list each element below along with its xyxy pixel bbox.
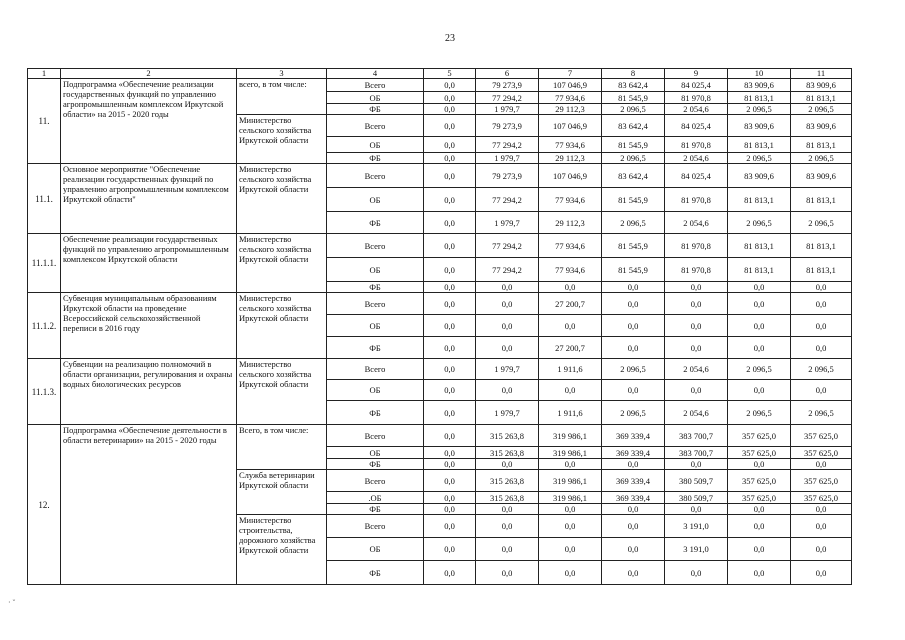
value-cell: 315 263,8 <box>476 447 539 459</box>
funding-source: ФБ <box>327 561 424 585</box>
value-cell: 0,0 <box>728 315 791 337</box>
value-cell: 0,0 <box>424 164 476 188</box>
value-cell: 0,0 <box>424 234 476 258</box>
column-header: 8 <box>602 69 665 79</box>
responsible-executor: Министерство сельского хозяйства Иркутской области <box>237 234 327 293</box>
funding-source: Всего <box>327 470 424 492</box>
value-cell: 0,0 <box>602 515 665 538</box>
value-cell: 0,0 <box>424 212 476 234</box>
value-cell: 369 339,4 <box>602 425 665 447</box>
funding-source: ОБ <box>327 447 424 459</box>
value-cell: 3 191,0 <box>665 538 728 561</box>
value-cell: 0,0 <box>791 293 852 315</box>
value-cell: 27 200,7 <box>539 337 602 359</box>
value-cell: 2 096,5 <box>791 104 852 115</box>
value-cell: 2 096,5 <box>791 153 852 164</box>
row-number: 11.1.2. <box>28 293 61 359</box>
value-cell: 77 294,2 <box>476 137 539 153</box>
funding-source: ОБ <box>327 380 424 401</box>
responsible-executor: Министерство сельского хозяйства Иркутской области <box>237 115 327 164</box>
value-cell: 357 625,0 <box>791 425 852 447</box>
value-cell: 77 934,6 <box>539 92 602 104</box>
value-cell: 0,0 <box>602 337 665 359</box>
value-cell: 83 642,4 <box>602 79 665 92</box>
value-cell: 2 054,6 <box>665 153 728 164</box>
value-cell: 107 046,9 <box>539 79 602 92</box>
value-cell: 77 934,6 <box>539 258 602 282</box>
value-cell: 357 625,0 <box>791 492 852 504</box>
column-header: 10 <box>728 69 791 79</box>
value-cell: 83 909,6 <box>791 115 852 137</box>
value-cell: 0,0 <box>476 380 539 401</box>
activity-name: Основное мероприятие "Обеспечение реализации государственных функций по управлению агропромышленным комплексом Иркутской области" <box>61 164 237 234</box>
value-cell: 0,0 <box>424 115 476 137</box>
value-cell: 0,0 <box>539 538 602 561</box>
value-cell: 81 813,1 <box>728 92 791 104</box>
column-header: 2 <box>61 69 237 79</box>
activity-name: Субвенции на реализацию полномочий в области организации, регулирования и охраны водных биологических ресурсов <box>61 359 237 425</box>
value-cell: 81 813,1 <box>791 137 852 153</box>
value-cell: 315 263,8 <box>476 425 539 447</box>
value-cell: 0,0 <box>728 293 791 315</box>
value-cell: 81 970,8 <box>665 92 728 104</box>
value-cell: 0,0 <box>539 282 602 293</box>
value-cell: 81 970,8 <box>665 258 728 282</box>
value-cell: 357 625,0 <box>728 492 791 504</box>
value-cell: 81 545,9 <box>602 92 665 104</box>
value-cell: 2 096,5 <box>602 153 665 164</box>
value-cell: 81 970,8 <box>665 234 728 258</box>
funding-source: ФБ <box>327 212 424 234</box>
activity-name: Подпрограмма «Обеспечение деятельности в области ветеринарии» на 2015 - 2020 годы <box>61 425 237 585</box>
value-cell: 383 700,7 <box>665 425 728 447</box>
table-row <box>28 359 852 380</box>
value-cell: 0,0 <box>791 337 852 359</box>
value-cell: 0,0 <box>424 137 476 153</box>
value-cell: 369 339,4 <box>602 470 665 492</box>
value-cell: 380 509,7 <box>665 492 728 504</box>
value-cell: 0,0 <box>424 258 476 282</box>
value-cell: 83 642,4 <box>602 164 665 188</box>
funding-source: ФБ <box>327 401 424 425</box>
value-cell: 0,0 <box>424 425 476 447</box>
value-cell: 0,0 <box>728 459 791 470</box>
value-cell: 0,0 <box>539 561 602 585</box>
funding-source: ФБ <box>327 337 424 359</box>
value-cell: 0,0 <box>791 504 852 515</box>
value-cell: 77 294,2 <box>476 234 539 258</box>
funding-source: Всего <box>327 164 424 188</box>
value-cell: 77 934,6 <box>539 137 602 153</box>
value-cell: 81 813,1 <box>728 137 791 153</box>
value-cell: 315 263,8 <box>476 492 539 504</box>
value-cell: 1 911,6 <box>539 401 602 425</box>
table-row <box>28 79 852 92</box>
value-cell: 357 625,0 <box>728 425 791 447</box>
responsible-executor: Министерство сельского хозяйства Иркутской области <box>237 164 327 234</box>
value-cell: 27 200,7 <box>539 293 602 315</box>
value-cell: 0,0 <box>476 561 539 585</box>
value-cell: 0,0 <box>424 492 476 504</box>
column-header: 11 <box>791 69 852 79</box>
value-cell: 2 054,6 <box>665 401 728 425</box>
value-cell: 319 986,1 <box>539 470 602 492</box>
value-cell: 369 339,4 <box>602 447 665 459</box>
value-cell: 357 625,0 <box>791 470 852 492</box>
value-cell: 0,0 <box>424 315 476 337</box>
row-number: 12. <box>28 425 61 585</box>
value-cell: 1 979,7 <box>476 104 539 115</box>
value-cell: 2 096,5 <box>728 212 791 234</box>
value-cell: 1 979,7 <box>476 153 539 164</box>
value-cell: 2 096,5 <box>602 359 665 380</box>
table-row <box>28 234 852 258</box>
value-cell: 0,0 <box>424 538 476 561</box>
value-cell: 0,0 <box>424 561 476 585</box>
responsible-executor: Министерство строительства, дорожного хозяйства Иркутской области <box>237 515 327 585</box>
value-cell: 83 642,4 <box>602 115 665 137</box>
row-number: 11.1.3. <box>28 359 61 425</box>
value-cell: 81 813,1 <box>728 258 791 282</box>
value-cell: 0,0 <box>424 293 476 315</box>
value-cell: 81 545,9 <box>602 258 665 282</box>
value-cell: 0,0 <box>602 282 665 293</box>
value-cell: 0,0 <box>539 380 602 401</box>
value-cell: 107 046,9 <box>539 115 602 137</box>
value-cell: 81 545,9 <box>602 188 665 212</box>
value-cell: 0,0 <box>728 337 791 359</box>
column-header: 7 <box>539 69 602 79</box>
table-row <box>28 425 852 447</box>
funding-source: .ОБ <box>327 492 424 504</box>
value-cell: 77 294,2 <box>476 188 539 212</box>
value-cell: 0,0 <box>424 282 476 293</box>
budget-table <box>27 68 852 585</box>
value-cell: 0,0 <box>424 153 476 164</box>
value-cell: 0,0 <box>602 459 665 470</box>
value-cell: 29 112,3 <box>539 104 602 115</box>
value-cell: 0,0 <box>665 380 728 401</box>
value-cell: 1 979,7 <box>476 212 539 234</box>
value-cell: 0,0 <box>424 401 476 425</box>
value-cell: 383 700,7 <box>665 447 728 459</box>
value-cell: 0,0 <box>476 459 539 470</box>
value-cell: 369 339,4 <box>602 492 665 504</box>
value-cell: 83 909,6 <box>791 164 852 188</box>
margin-mark: · ˘ <box>8 598 16 607</box>
value-cell: 0,0 <box>728 380 791 401</box>
table-row <box>28 293 852 315</box>
funding-source: ФБ <box>327 282 424 293</box>
value-cell: 79 273,9 <box>476 164 539 188</box>
value-cell: 0,0 <box>424 380 476 401</box>
value-cell: 2 096,5 <box>728 359 791 380</box>
funding-source: ФБ <box>327 104 424 115</box>
value-cell: 29 112,3 <box>539 212 602 234</box>
value-cell: 0,0 <box>665 293 728 315</box>
value-cell: 77 294,2 <box>476 92 539 104</box>
funding-source: ФБ <box>327 153 424 164</box>
value-cell: 83 909,6 <box>728 79 791 92</box>
row-number: 11.1.1. <box>28 234 61 293</box>
funding-source: Всего <box>327 359 424 380</box>
value-cell: 0,0 <box>476 538 539 561</box>
value-cell: 77 294,2 <box>476 258 539 282</box>
value-cell: 0,0 <box>424 504 476 515</box>
value-cell: 0,0 <box>791 315 852 337</box>
value-cell: 0,0 <box>476 515 539 538</box>
column-header: 3 <box>237 69 327 79</box>
value-cell: 2 096,5 <box>602 212 665 234</box>
value-cell: 357 625,0 <box>791 447 852 459</box>
value-cell: 319 986,1 <box>539 425 602 447</box>
responsible-executor: Всего, в том числе: <box>237 425 327 470</box>
value-cell: 0,0 <box>602 380 665 401</box>
value-cell: 0,0 <box>424 104 476 115</box>
value-cell: 0,0 <box>424 459 476 470</box>
value-cell: 2 096,5 <box>602 104 665 115</box>
value-cell: 2 096,5 <box>728 104 791 115</box>
activity-name: Субвенция муниципальным образованиям Иркутской области на проведение Всероссийской сельскохозяйственной переписи в 2016 году <box>61 293 237 359</box>
column-header: 4 <box>327 69 424 79</box>
column-header: 1 <box>28 69 61 79</box>
value-cell: 81 970,8 <box>665 188 728 212</box>
value-cell: 81 545,9 <box>602 234 665 258</box>
value-cell: 0,0 <box>791 515 852 538</box>
header-row <box>28 69 852 79</box>
row-number: 11. <box>28 79 61 164</box>
value-cell: 357 625,0 <box>728 470 791 492</box>
funding-source: ФБ <box>327 459 424 470</box>
value-cell: 0,0 <box>728 504 791 515</box>
value-cell: 319 986,1 <box>539 447 602 459</box>
column-header: 9 <box>665 69 728 79</box>
value-cell: 0,0 <box>602 504 665 515</box>
value-cell: 84 025,4 <box>665 79 728 92</box>
value-cell: 0,0 <box>539 504 602 515</box>
funding-source: ФБ <box>327 504 424 515</box>
value-cell: 0,0 <box>424 515 476 538</box>
table-row <box>28 164 852 188</box>
value-cell: 0,0 <box>424 92 476 104</box>
value-cell: 357 625,0 <box>728 447 791 459</box>
value-cell: 83 909,6 <box>728 164 791 188</box>
value-cell: 0,0 <box>728 538 791 561</box>
value-cell: 81 970,8 <box>665 137 728 153</box>
value-cell: 0,0 <box>665 504 728 515</box>
value-cell: 0,0 <box>665 282 728 293</box>
value-cell: 0,0 <box>539 459 602 470</box>
responsible-executor: всего, в том числе: <box>237 79 327 115</box>
value-cell: 81 813,1 <box>728 188 791 212</box>
value-cell: 0,0 <box>602 293 665 315</box>
value-cell: 0,0 <box>728 515 791 538</box>
value-cell: 81 545,9 <box>602 137 665 153</box>
value-cell: 29 112,3 <box>539 153 602 164</box>
value-cell: 0,0 <box>424 447 476 459</box>
value-cell: 3 191,0 <box>665 515 728 538</box>
value-cell: 0,0 <box>665 459 728 470</box>
value-cell: 315 263,8 <box>476 470 539 492</box>
value-cell: 77 934,6 <box>539 234 602 258</box>
funding-source: ОБ <box>327 188 424 212</box>
page-number: 23 <box>445 33 455 44</box>
value-cell: 0,0 <box>424 470 476 492</box>
activity-name: Обеспечение реализации государственных функций по управлению агропромышленным комплексом Иркутской области <box>61 234 237 293</box>
value-cell: 2 054,6 <box>665 359 728 380</box>
value-cell: 81 813,1 <box>791 188 852 212</box>
value-cell: 0,0 <box>424 188 476 212</box>
value-cell: 0,0 <box>539 515 602 538</box>
value-cell: 0,0 <box>665 561 728 585</box>
value-cell: 0,0 <box>476 504 539 515</box>
value-cell: 0,0 <box>424 337 476 359</box>
value-cell: 0,0 <box>424 359 476 380</box>
value-cell: 0,0 <box>476 282 539 293</box>
funding-source: Всего <box>327 515 424 538</box>
value-cell: 79 273,9 <box>476 115 539 137</box>
value-cell: 0,0 <box>665 337 728 359</box>
funding-source: Всего <box>327 293 424 315</box>
value-cell: 0,0 <box>602 538 665 561</box>
value-cell: 0,0 <box>728 282 791 293</box>
funding-source: Всего <box>327 79 424 92</box>
column-header: 5 <box>424 69 476 79</box>
value-cell: 81 813,1 <box>791 258 852 282</box>
value-cell: 84 025,4 <box>665 115 728 137</box>
value-cell: 0,0 <box>791 538 852 561</box>
value-cell: 0,0 <box>791 380 852 401</box>
responsible-executor: Министерство сельского хозяйства Иркутской области <box>237 293 327 359</box>
value-cell: 0,0 <box>476 337 539 359</box>
responsible-executor: Министерство сельского хозяйства Иркутской области <box>237 359 327 425</box>
funding-source: Всего <box>327 115 424 137</box>
value-cell: 0,0 <box>791 282 852 293</box>
value-cell: 1 979,7 <box>476 359 539 380</box>
value-cell: 79 273,9 <box>476 79 539 92</box>
value-cell: 2 096,5 <box>791 401 852 425</box>
value-cell: 81 813,1 <box>791 234 852 258</box>
value-cell: 84 025,4 <box>665 164 728 188</box>
value-cell: 2 096,5 <box>728 401 791 425</box>
value-cell: 1 911,6 <box>539 359 602 380</box>
value-cell: 1 979,7 <box>476 401 539 425</box>
value-cell: 2 096,5 <box>602 401 665 425</box>
value-cell: 2 054,6 <box>665 212 728 234</box>
responsible-executor: Служба ветеринарии Иркутской области <box>237 470 327 515</box>
value-cell: 0,0 <box>476 315 539 337</box>
funding-source: Всего <box>327 234 424 258</box>
value-cell: 0,0 <box>665 315 728 337</box>
value-cell: 2 096,5 <box>791 212 852 234</box>
value-cell: 0,0 <box>602 561 665 585</box>
value-cell: 0,0 <box>791 459 852 470</box>
value-cell: 0,0 <box>539 315 602 337</box>
value-cell: 2 096,5 <box>728 153 791 164</box>
funding-source: Всего <box>327 425 424 447</box>
value-cell: 2 054,6 <box>665 104 728 115</box>
funding-source: ОБ <box>327 92 424 104</box>
activity-name: Подпрограмма «Обеспечение реализации государственных функций по управлению агропромышленным комплексом Иркутской области» на 2015 - 2020 годы <box>61 79 237 164</box>
value-cell: 81 813,1 <box>728 234 791 258</box>
funding-source: ОБ <box>327 538 424 561</box>
funding-source: ОБ <box>327 137 424 153</box>
value-cell: 2 096,5 <box>791 359 852 380</box>
value-cell: 380 509,7 <box>665 470 728 492</box>
value-cell: 77 934,6 <box>539 188 602 212</box>
value-cell: 83 909,6 <box>791 79 852 92</box>
value-cell: 81 813,1 <box>791 92 852 104</box>
funding-source: ОБ <box>327 258 424 282</box>
value-cell: 0,0 <box>602 315 665 337</box>
value-cell: 107 046,9 <box>539 164 602 188</box>
column-header: 6 <box>476 69 539 79</box>
value-cell: 0,0 <box>728 561 791 585</box>
value-cell: 0,0 <box>476 293 539 315</box>
value-cell: 319 986,1 <box>539 492 602 504</box>
value-cell: 83 909,6 <box>728 115 791 137</box>
value-cell: 0,0 <box>791 561 852 585</box>
value-cell: 0,0 <box>424 79 476 92</box>
row-number: 11.1. <box>28 164 61 234</box>
funding-source: ОБ <box>327 315 424 337</box>
